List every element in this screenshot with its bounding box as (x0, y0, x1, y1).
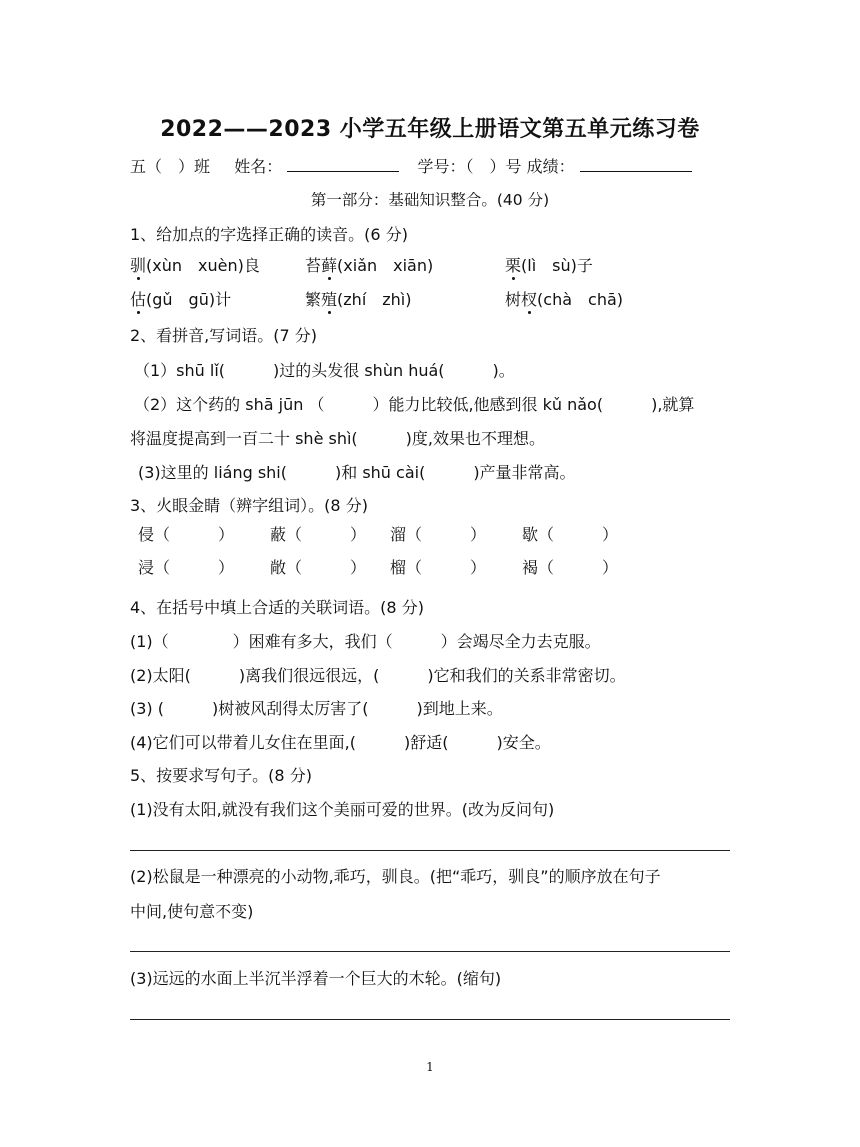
q3-cell: 歇（ ） (522, 525, 619, 544)
q3-cell: 浸（ ） (138, 558, 235, 577)
q1-item (130, 290, 231, 310)
q3-cell: 榴（ ） (390, 558, 487, 577)
q2-line: 将温度提高到一百二十 shè shì( )度,效果也不理想。 (130, 429, 545, 448)
q1-item (505, 256, 593, 276)
part-one-heading: 第一部分：基础知识整合。(40 分) (310, 191, 550, 209)
plain-char: 树 (505, 290, 522, 309)
q3-cell: 侵（ ） (138, 525, 235, 544)
name-label: 姓名： (234, 157, 283, 176)
q1-item (130, 256, 260, 276)
dotted-char: 藓 (321, 256, 338, 275)
answer-line[interactable] (130, 1019, 730, 1020)
q5-sentence: (2)松鼠是一种漂亮的小动物,乖巧，驯良。(把“乖巧，驯良”的顺序放在句子 (130, 867, 661, 886)
q5-sentence: (3)远远的水面上半沉半浮着一个巨大的木轮。(缩句) (130, 969, 502, 988)
q3-cell: 蔽（ ） (270, 525, 367, 544)
q5-sentence: 中间,使句意不变) (130, 902, 254, 921)
dotted-char: 驯 (130, 256, 147, 275)
q1-item (305, 256, 433, 276)
score-blank[interactable] (580, 157, 692, 172)
answer-line[interactable] (130, 951, 730, 952)
dotted-char: 栗 (505, 256, 522, 275)
q4-line: (1)（ ）困难有多大，我们（ ）会竭尽全力去克服。 (130, 632, 601, 651)
dotted-char: 杈 (521, 290, 538, 309)
class-label: 五（ ）班 (130, 157, 211, 176)
plain-char: 苔 (305, 256, 322, 275)
q1-item (505, 290, 623, 310)
id-label: 学号：（ ）号 (417, 157, 522, 176)
q4-heading: 4、在括号中填上合适的关联词语。(8 分) (130, 598, 424, 617)
q1-heading: 1、给加点的字选择正确的读音。(6 分) (130, 225, 408, 244)
q3-cell: 敞（ ） (270, 558, 367, 577)
reading-options: (chà chā) (537, 290, 624, 309)
q3-cell: 褐（ ） (522, 558, 619, 577)
q4-line: (4)它们可以带着儿女住在里面,( )舒适( )安全。 (130, 733, 551, 752)
q2-line: （1）shū lǐ( )过的头发很 shùn huá( )。 (134, 361, 515, 380)
page-number: 1 (426, 1060, 434, 1074)
q3-cell: 溜（ ） (390, 525, 487, 544)
reading-options: (xiǎn xiān) (337, 256, 434, 275)
q4-line: (2)太阳( )离我们很远很远，( )它和我们的关系非常密切。 (130, 666, 626, 685)
q2-heading: 2、看拼音,写词语。(7 分) (130, 326, 318, 345)
answer-line[interactable] (130, 850, 730, 851)
student-info-row (130, 157, 692, 177)
reading-options: (gǔ gū)计 (146, 290, 232, 309)
score-label: 成绩： (526, 157, 575, 176)
dotted-char: 殖 (321, 290, 338, 309)
q4-line: (3) ( )树被风刮得太厉害了( )到地上来。 (130, 699, 503, 718)
reading-options: (lì sù)子 (521, 256, 593, 275)
reading-options: (xùn xuèn)良 (146, 256, 260, 275)
page-title: 2022——2023 小学五年级上册语文第五单元练习卷 (160, 117, 700, 142)
reading-options: (zhí zhì) (337, 290, 412, 309)
q5-heading: 5、按要求写句子。(8 分) (130, 766, 312, 785)
q1-item (305, 290, 412, 310)
q2-line: （2）这个药的 shā jūn （ ）能力比较低,他感到很 kǔ nǎo( ),就算 (134, 395, 695, 414)
name-blank[interactable] (287, 157, 399, 172)
q3-heading: 3、火眼金睛（辨字组词）。(8 分) (130, 496, 368, 515)
q5-sentence: (1)没有太阳,就没有我们这个美丽可爱的世界。(改为反问句) (130, 800, 555, 819)
plain-char: 繁 (305, 290, 322, 309)
dotted-char: 估 (130, 290, 147, 309)
q2-line: (3)这里的 liáng shi( )和 shū cài( )产量非常高。 (138, 463, 576, 482)
